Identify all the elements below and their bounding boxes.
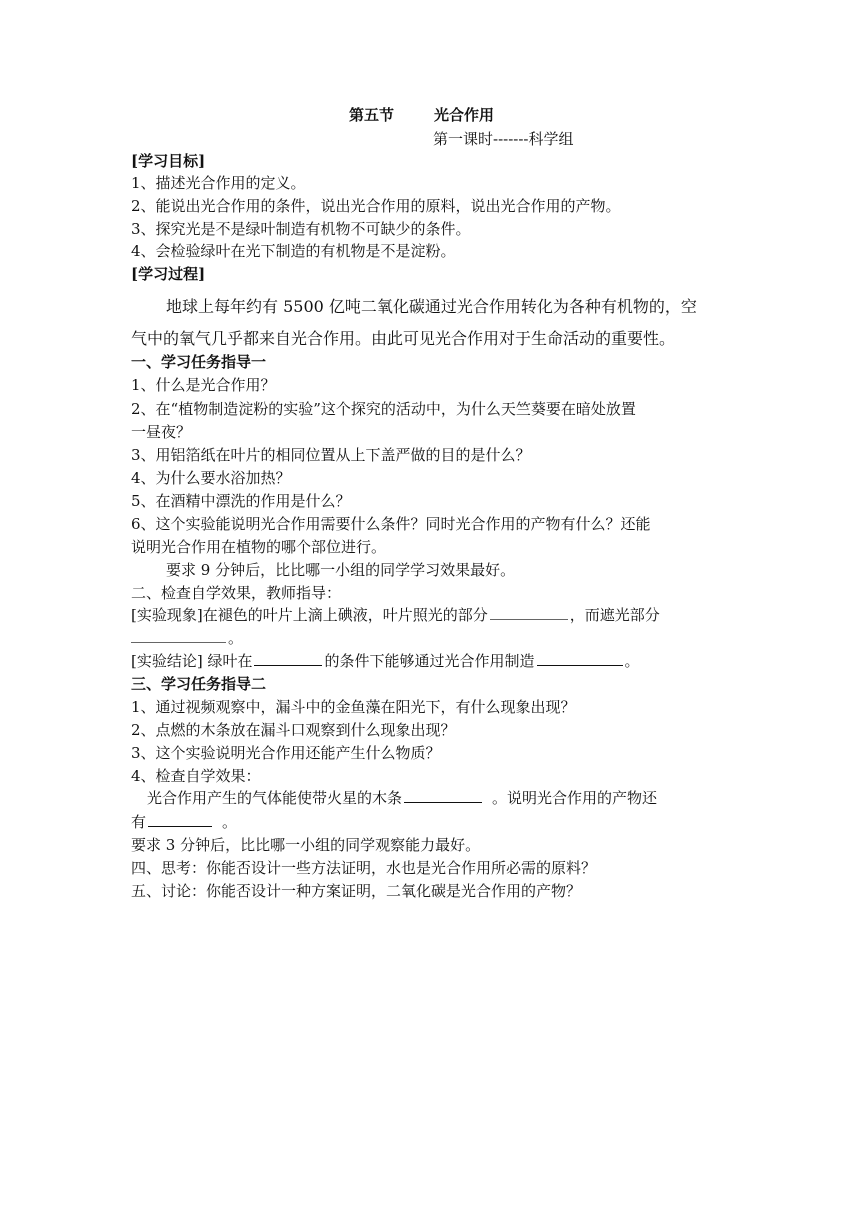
phenomenon-blank-1[interactable]: [490, 605, 568, 620]
task1-heading: 一、学习任务指导一: [131, 353, 267, 371]
conclusion-blank-2[interactable]: [537, 651, 623, 666]
task2-question: 4、检查自学效果：: [131, 767, 261, 785]
task2-requirement: 要求 3 分钟后，比比哪一小组的同学观察能力最好。: [131, 836, 481, 854]
process-heading: [学习过程]: [131, 265, 206, 283]
objective-item: 1、描述光合作用的定义。: [131, 174, 306, 192]
task2-question: 1、通过视频观察中，漏斗中的金鱼藻在阳光下，有什么现象出现？: [131, 698, 576, 716]
intro-paragraph-line: 气中的氧气几乎都来自光合作用。由此可见光合作用对于生命活动的重要性。: [131, 329, 676, 348]
phenomenon-text: ，而遮光部分: [569, 606, 660, 624]
task1-question: 3、用铝箔纸在叶片的相同位置从上下盖严做的目的是什么？: [131, 446, 531, 464]
intro-paragraph-line: 地球上每年约有 5500 亿吨二氧化碳通过光合作用转化为各种有机物的，空: [166, 297, 697, 316]
conclusion-line: [131, 650, 731, 672]
task2-blank-2[interactable]: [148, 812, 212, 827]
topic-label: 光合作用: [434, 106, 495, 124]
task2-fill-text: 有: [131, 813, 147, 831]
conclusion-end: 。: [624, 652, 640, 670]
conclusion-blank-1[interactable]: [254, 651, 322, 666]
task2-fill-text: 光合作用产生的气体能使带火星的木条: [147, 789, 403, 807]
task2-fill-line-2: [131, 811, 731, 833]
objective-item: 3、探究光是不是绿叶制造有机物不可缺少的条件。: [131, 220, 471, 238]
phenomenon-blank-2[interactable]: [131, 628, 226, 643]
task2-question: 3、这个实验说明光合作用还能产生什么物质？: [131, 744, 441, 762]
section-label: 第五节: [349, 106, 395, 124]
think-question: 四、思考：你能否设计一些方法证明，水也是光合作用所必需的原料？: [131, 859, 597, 877]
task1-question: 一昼夜？: [131, 423, 192, 441]
task2-blank-1[interactable]: [404, 788, 482, 803]
phenomenon-line: [131, 604, 731, 626]
task1-question: 4、为什么要水浴加热？: [131, 469, 291, 487]
task2-fill-line: [147, 787, 747, 809]
objective-item: 2、能说出光合作用的条件，说出光合作用的原料，说出光合作用的产物。: [131, 197, 621, 215]
phenomenon-text: [实验现象]在褪色的叶片上滴上碘液，叶片照光的部分: [131, 606, 488, 624]
page-title: [349, 104, 649, 126]
task2-fill-end: 。: [222, 813, 238, 831]
phenomenon-line-2: [131, 627, 731, 649]
page-subtitle: 第一课时-------科学组: [433, 130, 574, 148]
conclusion-text: [实验结论] 绿叶在: [131, 652, 253, 670]
objective-item: 4、会检验绿叶在光下制造的有机物是不是淀粉。: [131, 242, 456, 260]
phenomenon-end: 。: [228, 629, 244, 647]
conclusion-text: 的条件下能够通过光合作用制造: [324, 652, 535, 670]
task1-question: 2、在“植物制造淀粉的实验”这个探究的活动中，为什么天竺葵要在暗处放置: [131, 400, 636, 418]
objectives-heading: [学习目标]: [131, 152, 206, 170]
check1-heading: 二、检查自学效果，教师指导：: [131, 584, 342, 602]
task1-question: 6、这个实验能说明光合作用需要什么条件？同时光合作用的产物有什么？还能: [131, 515, 651, 533]
task2-heading: 三、学习任务指导二: [131, 675, 267, 693]
task1-question: 5、在酒精中漂洗的作用是什么？: [131, 492, 351, 510]
discuss-question: 五、讨论：你能否设计一种方案证明，二氧化碳是光合作用的产物？: [131, 882, 582, 900]
task2-question: 2、点燃的木条放在漏斗口观察到什么现象出现？: [131, 721, 456, 739]
task1-question: 1、什么是光合作用？: [131, 376, 276, 394]
task2-fill-text: 。说明光合作用的产物还: [492, 789, 658, 807]
task1-requirement: 要求 9 分钟后，比比哪一小组的同学学习效果最好。: [166, 561, 516, 579]
task1-question: 说明光合作用在植物的哪个部位进行。: [131, 538, 387, 556]
